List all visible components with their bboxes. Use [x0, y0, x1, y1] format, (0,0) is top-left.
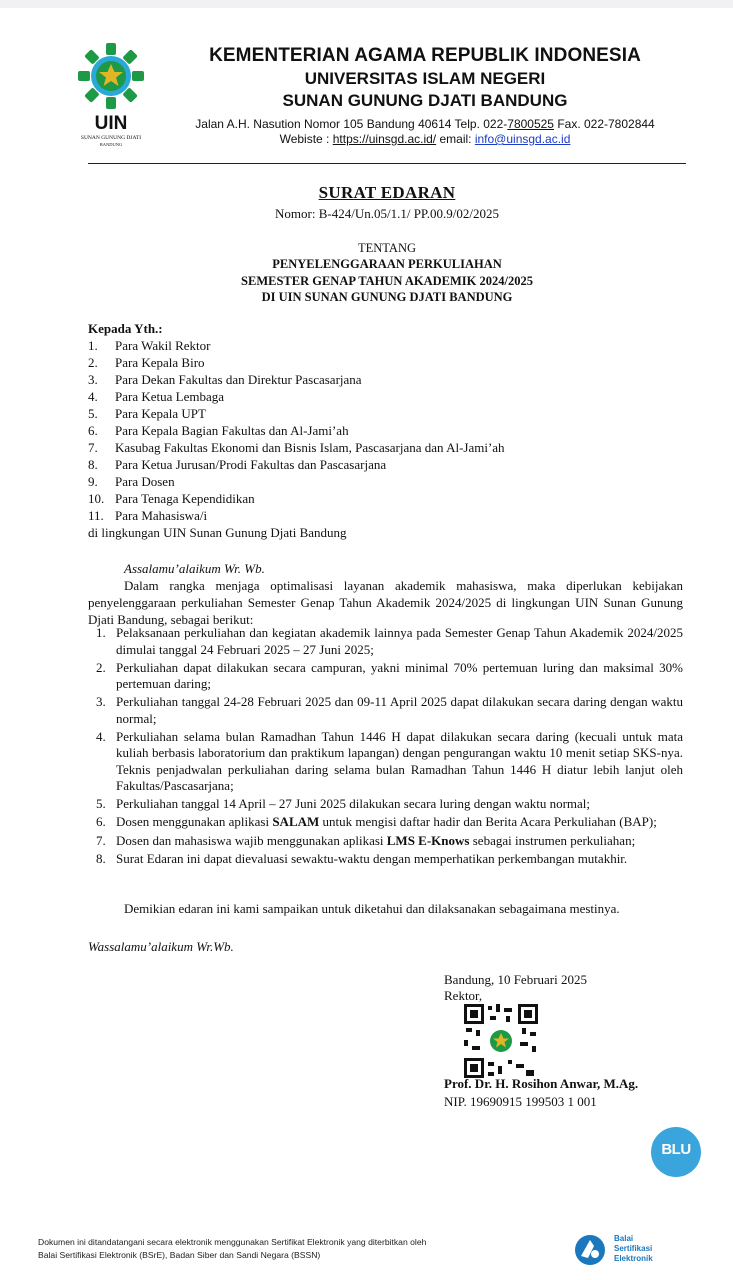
closing-paragraph: Demikian edaran ini kami sampaikan untuk diketahui dan dilaksanakan sebagaimana mestinya. — [124, 901, 620, 916]
uin-logo-icon — [70, 40, 152, 150]
letterhead-address — [160, 117, 690, 147]
list-item: 2. Para Kepala Biro — [88, 355, 205, 370]
list-item: 5. Perkuliahan tanggal 14 April – 27 Juni 2025 dilakukan secara luring dengan waktu normal; — [96, 796, 591, 812]
subject-line: DI UIN SUNAN GUNUNG DJATI BANDUNG — [261, 290, 513, 304]
list-item: 7. Kasubag Fakultas Ekonomi dan Bisnis Islam, Pascasarjana dan Al-Jami’ah — [88, 440, 505, 455]
list-item: 2. Perkuliahan dapat dilakukan secara campuran, yakni minimal 70% pertemuan luring dan maksimal 30% pertemuan daring; — [96, 659, 683, 692]
subject-line: SEMESTER GENAP TAHUN AKADEMIK 2024/2025 — [241, 273, 533, 288]
website-link[interactable]: https://uinsgd.ac.id/ — [332, 132, 437, 146]
logo-text: UIN — [94, 113, 128, 134]
letterhead — [160, 44, 690, 112]
fax-text: Fax. 022-7802844 — [553, 117, 655, 131]
logo-subcaption: BANDUNG — [99, 142, 123, 147]
qr-code-icon — [464, 1004, 538, 1078]
blu-badge-icon: BLU — [651, 1127, 701, 1177]
recipients-footer: di lingkungan UIN Sunan Gunung Djati Bandung — [88, 525, 347, 540]
logo-caption: SUNAN GUNUNG DJATI — [80, 135, 142, 141]
document-subject — [88, 256, 686, 306]
top-band — [0, 0, 733, 8]
about-label: TENTANG — [357, 241, 416, 255]
list-item: 8. Para Ketua Jurusan/Prodi Fakultas dan Pascasarjana — [88, 457, 387, 472]
list-item: 7. Dosen dan mahasiswa wajib menggunakan aplikasi LMS E-Knows sebagai instrumen perkuliahan; — [96, 832, 636, 848]
list-item: 1. Para Wakil Rektor — [88, 338, 211, 353]
recipients-list — [88, 337, 683, 524]
document-title: SURAT EDARAN — [318, 183, 456, 202]
intro-paragraph: Dalam rangka menjaga optimalisasi layanan akademik mahasiswa, maka diperlukan kebijakan penyelenggaraan perkuliahan Semester Genap Tahun Akademik 2024/2025 di lingkungan UIN Sunan Gunung Djati Bandung, sebagai berikut: — [88, 578, 683, 627]
list-item: 5. Para Kepala UPT — [88, 406, 206, 421]
list-item: 8. Surat Edaran ini dapat dievaluasi sewaktu-waktu dengan memperhatikan perkembangan mutakhir. — [96, 850, 628, 866]
list-item: 6. Para Kepala Bagian Fakultas dan Al-Jami’ah — [88, 423, 349, 438]
list-item: 3. Para Dekan Fakultas dan Direktur Pascasarjana — [88, 372, 362, 387]
footer-line: Dokumen ini ditandatangani secara elektronik menggunakan Sertifikat Elektronik yang diterbitkan oleh — [38, 1237, 427, 1247]
salam-app-name: SALAM — [272, 814, 320, 830]
bsre-label: Balai Sertifikasi Elektronik — [614, 1234, 653, 1263]
signature-role: Rektor, — [444, 988, 483, 1003]
signature-place-date: Bandung, 10 Februari 2025 — [444, 972, 587, 987]
ministry-name: KEMENTERIAN AGAMA REPUBLIK INDONESIA — [209, 45, 641, 66]
policy-points — [96, 625, 683, 869]
recipients-heading: Kepada Yth.: — [88, 321, 163, 336]
greeting: Assalamu’alaikum Wr. Wb. — [124, 561, 265, 576]
phone-number: 7800525 — [507, 117, 554, 131]
list-item: 11. Para Mahasiswa/i — [88, 508, 208, 523]
document-number: Nomor: B-424/Un.05/1.1/ PP.00.9/02/2025 — [275, 206, 499, 221]
lms-app-name: LMS E-Knows — [386, 832, 470, 848]
list-item: 4. Para Ketua Lembaga — [88, 389, 225, 404]
list-item: 10. Para Tenaga Kependidikan — [88, 491, 255, 506]
list-item: 3. Perkuliahan tanggal 24-28 Februari 2025 dan 09-11 April 2025 dapat dilakukan secara daring dengan waktu normal; — [96, 694, 683, 726]
signatory-name: Prof. Dr. H. Rosihon Anwar, M.Ag. — [444, 1076, 639, 1091]
university-name: SUNAN GUNUNG DJATI BANDUNG — [282, 91, 568, 110]
subject-line: PENYELENGGARAAN PERKULIAHAN — [272, 257, 502, 271]
signatory-nip: NIP. 19690915 199503 1 001 — [444, 1094, 597, 1109]
e-signature-footer — [38, 1236, 558, 1262]
address-text: Jalan A.H. Nasution Nomor 105 Bandung 40614 Telp. 022- — [195, 117, 508, 131]
email-label: email: — [436, 132, 475, 146]
footer-line: Balai Sertifikasi Elektronik (BSrE), Badan Siber dan Sandi Negara (BSSN) — [38, 1250, 321, 1260]
farewell: Wassalamu’alaikum Wr.Wb. — [88, 939, 234, 954]
list-item: 4. Perkuliahan selama bulan Ramadhan Tahun 1446 H dapat dilakukan secara daring (kecuali untuk mata kuliah berbasis laboratorium dan praktikum lapangan) dengan pengurangan waktu 10 menit setiap SKS-nya. Teknis penjadwalan perkuliahan daring selama bulan Ramadhan Tahun 1446 H diatur lebih lanjut oleh Fakultas/Pascasarjana; — [96, 728, 683, 794]
website-label: Webiste : — [279, 132, 333, 146]
list-item: 6. Dosen menggunakan aplikasi SALAM untuk mengisi daftar hadir dan Berita Acara Perkuliahan (BAP); — [96, 814, 657, 830]
list-item: 1. Pelaksanaan perkuliahan dan kegiatan akademik lainnya pada Semester Genap Tahun Akademik 2024/2025 dimulai tanggal 24 Februari 2025 – 27 Juni 2025; — [96, 625, 683, 657]
letterhead-divider — [88, 163, 686, 164]
university-type: UNIVERSITAS ISLAM NEGERI — [304, 69, 546, 88]
list-item: 9. Para Dosen — [88, 474, 175, 489]
email-link[interactable]: info@uinsgd.ac.id — [474, 132, 571, 146]
